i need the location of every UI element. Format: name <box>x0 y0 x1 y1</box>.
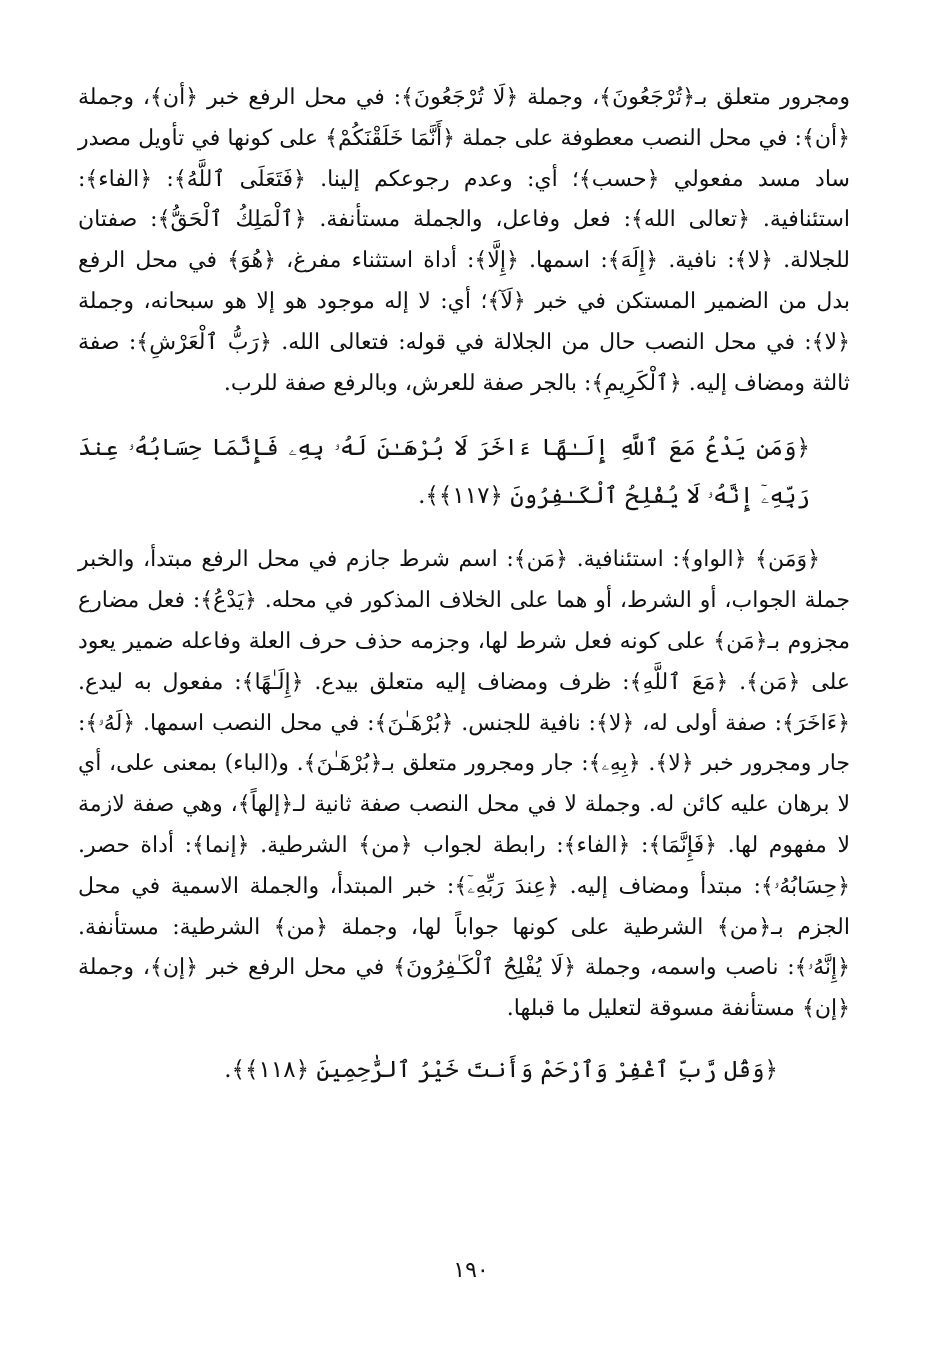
commentary-paragraph-middle: ﴿وَمَن﴾ ﴿الواو﴾: استئنافية. ﴿مَن﴾: اسم شرط جازم في محل الرفع مبتدأ، والخبر جملة الجواب، أو الشرط، أو هما على الخلاف المذكور في محله. ﴿يَدْعُ﴾: فعل مضارع مجزوم بـ﴿مَن﴾ على كونه فعل شرط لها، وجزمه حذف حرف العلة وفاعله ضمير يعود على ﴿مَن﴾. ﴿مَعَ ٱللَّهِ﴾: ظرف ومضاف إليه متعلق بيدع. ﴿إِلَـٰهًا﴾: مفعول به ليدع. ﴿ءَاخَرَ﴾: صفة أولى له، ﴿لا﴾: نافية للجنس. ﴿بُرْهَـٰنَ﴾: في محل النصب اسمها. ﴿لَهُۥ﴾: جار ومجرور خبر ﴿لا﴾. ﴿بِهِۦ﴾: جار ومجرور متعلق بـ﴿بُرْهَـٰنَ﴾. و(الباء) بمعنى على، أي لا برهان عليه كائن له. وجملة لا في محل النصب صفة ثانية لـ﴿إلهاً﴾، وهي صفة لازمة لا مفهوم لها. ﴿فَإِنَّمَا﴾: ﴿الفاء﴾: رابطة لجواب ﴿من﴾ الشرطية. ﴿إنما﴾: أداة حصر. ﴿حِسَابُهُۥ﴾: مبتدأ ومضاف إليه. ﴿عِندَ رَبِّهِۦٓ﴾: خبر المبتدأ، والجملة الاسمية في محل الجزم بـ﴿من﴾ الشرطية على كونها جواباً لها، وجملة ﴿من﴾ الشرطية: مستأنفة. ﴿إِنَّهُۥ﴾: ناصب واسمه، وجملة ﴿لَا يُفْلِحُ ٱلْكَـٰفِرُونَ﴾ في محل الرفع خبر ﴿إن﴾، وجملة ﴿إن﴾ مستأنفة مسوقة لتعليل ما قبلها. <box>78 547 850 1022</box>
quran-verse-118: ﴿وَقُل رَّبِّ ٱغْفِرْ وَٱرْحَمْ وَأَنتَ خَيْرُ ٱلرَّٰحِمِينَ ﴿١١٨﴾﴾. <box>224 1056 778 1083</box>
page-number: ١٩٠ <box>453 1258 489 1283</box>
commentary-paragraph-top: ومجرور متعلق بـ﴿تُرْجَعُونَ﴾، وجملة ﴿لَا تُرْجَعُونَ﴾: في محل الرفع خبر ﴿أن﴾، وجملة ﴿أن﴾: في محل النصب معطوفة على جملة ﴿أَنَّمَا خَلَقْنَكُمْ﴾ على كونها في تأويل مصدر ساد مسد مفعولي ﴿حسب﴾؛ أي: وعدم رجوعكم إلينا. ﴿فَتَعَلَى ٱللَّهُ﴾: ﴿الفاء﴾: استئنافية. ﴿تعالى الله﴾: فعل وفاعل، والجملة مستأنفة. ﴿ٱلْمَلِكُ ٱلْحَقُّ﴾: صفتان للجلالة. ﴿لا﴾: نافية. ﴿إِلَهَ﴾: اسمها. ﴿إِلَّا﴾: أداة استثناء مفرغ، ﴿هُوَ﴾ في محل الرفع بدل من الضمير المستكن في خبر ﴿لَآ﴾؛ أي: لا إله موجود هو إلا هو سبحانه، وجملة ﴿لا﴾: في محل النصب حال من الجلالة في قوله: فتعالى الله. ﴿رَبُّ ٱلْعَرْشِ﴾: صفة ثالثة ومضاف إليه. ﴿ٱلْكَرِيمِ﴾: بالجر صفة للعرش، وبالرفع صفة للرب. <box>78 85 850 396</box>
quran-verse-117: ﴿وَمَن يَدْعُ مَعَ ٱللَّهِ إِلَـٰهًا ءَاخَرَ لَا بُرْهَـٰنَ لَهُۥ بِهِۦ فَإِنَّمَا حِسَابُهُۥ عِندَ رَبِّهِۦٓ إِنَّهُۥ لَا يُفْلِحُ ٱلْكَـٰفِرُونَ ﴿١١٧﴾﴾. <box>78 435 810 510</box>
page-body <box>78 78 850 1300</box>
